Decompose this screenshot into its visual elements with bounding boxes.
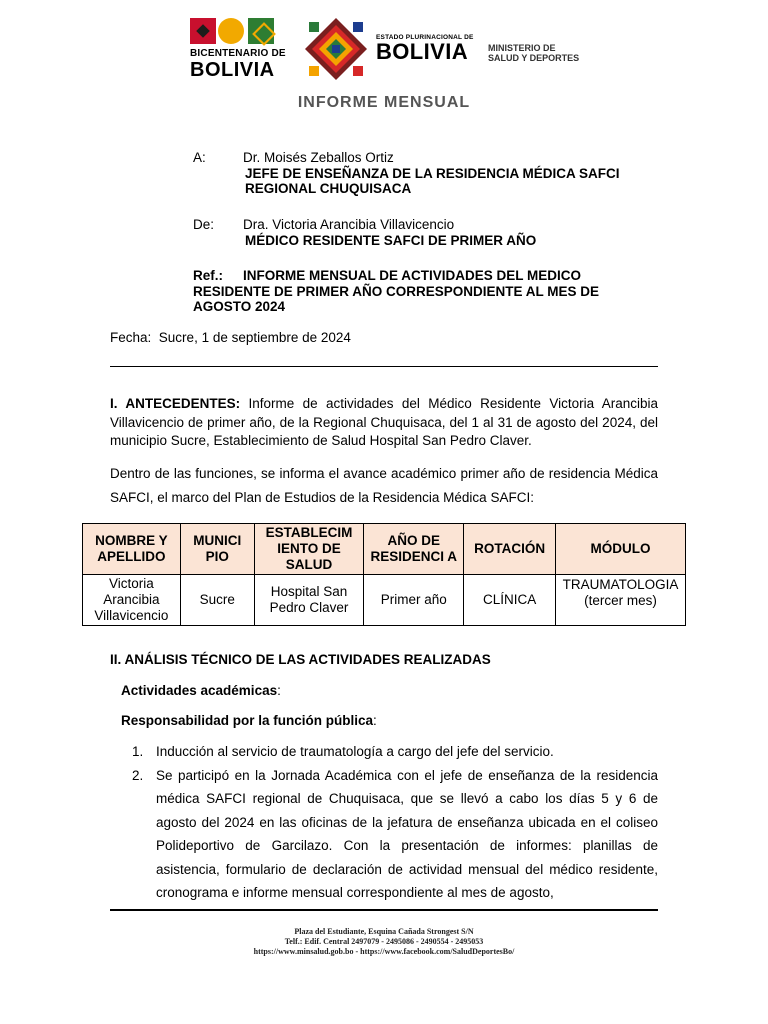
table-header-cell: AÑO DE RESIDENCI A bbox=[364, 524, 464, 575]
antecedentes-paragraph-2: Dentro de las funciones, se informa el avance académico primer año de residencia Médica SAFCI, el marco del Plan de Estudios de la Residencia Médica SAFCI: bbox=[110, 466, 658, 505]
table-cell: Victoria Arancibia Villavicencio bbox=[83, 575, 181, 626]
residency-info-table bbox=[82, 523, 686, 626]
reference-block bbox=[193, 268, 633, 315]
to-role-line1: JEFE DE ENSEÑANZA DE LA RESIDENCIA MÉDICA SAFCI bbox=[245, 165, 620, 181]
ministerio-line2: SALUD Y DEPORTES bbox=[488, 53, 580, 63]
bicentenario-text-top: BICENTENARIO DE bbox=[190, 48, 286, 59]
estado-small-text: ESTADO PLURINACIONAL DE bbox=[376, 34, 474, 41]
list-item bbox=[110, 764, 658, 905]
header-logos bbox=[188, 14, 588, 84]
estado-emblem-icon bbox=[303, 16, 369, 82]
subsection-academic bbox=[121, 683, 281, 698]
table-row bbox=[83, 575, 686, 626]
bicentenario-logo bbox=[188, 18, 286, 81]
estado-big-text: BOLIVIA bbox=[376, 39, 469, 64]
table-header-cell: NOMBRE Y APELLIDO bbox=[83, 524, 181, 575]
to-label: A: bbox=[193, 150, 206, 165]
table-header-cell: MUNICI PIO bbox=[180, 524, 254, 575]
antecedentes-heading: I. ANTECEDENTES: bbox=[110, 396, 241, 411]
date-label: Fecha: bbox=[110, 330, 152, 345]
footer-links: https://www.minsalud.gob.bo - https://www.facebook.com/SaludDeportesBo/ bbox=[253, 947, 515, 956]
table-cell: Hospital San Pedro Claver bbox=[254, 575, 364, 626]
ministerio-logo bbox=[488, 43, 579, 63]
to-role-line2: REGIONAL CHUQUISACA bbox=[245, 181, 412, 196]
bicentenario-mark-red bbox=[190, 18, 216, 44]
footer-address: Plaza del Estudiante, Esquina Cañada Strongest S/N bbox=[294, 927, 474, 936]
footer bbox=[110, 927, 658, 957]
table-cell: Primer año bbox=[364, 575, 464, 626]
list-item-number: 1. bbox=[132, 744, 144, 759]
sender-block bbox=[193, 217, 663, 248]
ref-text: INFORME MENSUAL DE ACTIVIDADES DEL MEDICO RESIDENTE DE PRIMER AÑO CORRESPONDIENTE AL MES DE AGOSTO 2024 bbox=[193, 268, 600, 314]
subsection-academic-colon: : bbox=[277, 683, 281, 698]
list-item-text: Se participó en la Jornada Académica con el jefe de enseñanza de la residencia médica SAFCI regional de Chuquisaca, que se llevó a cabo los días 5 y 6 de agosto del 2024 en las oficinas de la jefatura de enseñanza ubicada en el coliseo Polideportivo de Garcilazo. Con la presentación de informes: planillas de asistencia, formulario de declaración de actividad mensual del médico residente, cronograma e informe mensual correspondiente al mes de agosto, bbox=[156, 767, 658, 900]
from-label: De: bbox=[193, 217, 215, 232]
subsection-public-function-label: Responsabilidad por la función pública bbox=[121, 713, 374, 728]
activities-list bbox=[110, 740, 658, 905]
subsection-academic-label: Actividades académicas bbox=[121, 683, 278, 698]
antecedentes-text: Informe de actividades del Médico Residente Victoria Arancibia Villavicencio de primer año, de la Regional Chuquisaca, del 1 al 31 de agosto del 2024, del municipio Sucre, Establecimiento de Salud Hospital San Pedro Claver. bbox=[110, 396, 658, 448]
date-value: Sucre, 1 de septiembre de 2024 bbox=[158, 330, 351, 345]
from-role: MÉDICO RESIDENTE SAFCI DE PRIMER AÑO bbox=[245, 232, 537, 248]
bicentenario-mark-green bbox=[248, 18, 274, 44]
list-item-number: 2. bbox=[132, 767, 144, 783]
estado-plurinacional-logo bbox=[376, 34, 476, 63]
table-header-row bbox=[83, 524, 686, 575]
subsection-public-function-colon: : bbox=[373, 713, 377, 728]
table-cell: Sucre bbox=[180, 575, 254, 626]
table-cell: CLÍNICA bbox=[464, 575, 556, 626]
section-2-heading: II. ANÁLISIS TÉCNICO DE LAS ACTIVIDADES REALIZADAS bbox=[110, 652, 491, 667]
ministerio-line1: MINISTERIO DE bbox=[488, 43, 556, 53]
from-name: Dra. Victoria Arancibia Villavicencio bbox=[243, 217, 455, 232]
date-line bbox=[110, 330, 351, 345]
addressee-block bbox=[193, 150, 663, 197]
antecedentes-paragraph bbox=[110, 395, 658, 451]
table-header-cell: ROTACIÓN bbox=[464, 524, 556, 575]
ref-label: Ref.: bbox=[193, 268, 223, 283]
table-header-cell: ESTABLECIM IENTO DE SALUD bbox=[254, 524, 364, 575]
bicentenario-mark-sun bbox=[218, 18, 244, 44]
bicentenario-text-bottom: BOLIVIA bbox=[190, 59, 275, 81]
list-item bbox=[110, 740, 658, 764]
header-divider bbox=[110, 366, 658, 367]
to-name: Dr. Moisés Zeballos Ortiz bbox=[243, 150, 394, 165]
footer-phone: Telf.: Edif. Central 2497079 - 2495086 - 2490554 - 2495053 bbox=[284, 937, 484, 946]
list-item-text: Inducción al servicio de traumatología a cargo del jefe del servicio. bbox=[156, 744, 554, 759]
table-cell: TRAUMATOLOGIA (tercer mes) bbox=[556, 575, 686, 626]
document-title: INFORME MENSUAL bbox=[297, 94, 471, 111]
subsection-public-function bbox=[121, 713, 377, 728]
footer-divider bbox=[110, 909, 658, 911]
table-header-cell: MÓDULO bbox=[556, 524, 686, 575]
